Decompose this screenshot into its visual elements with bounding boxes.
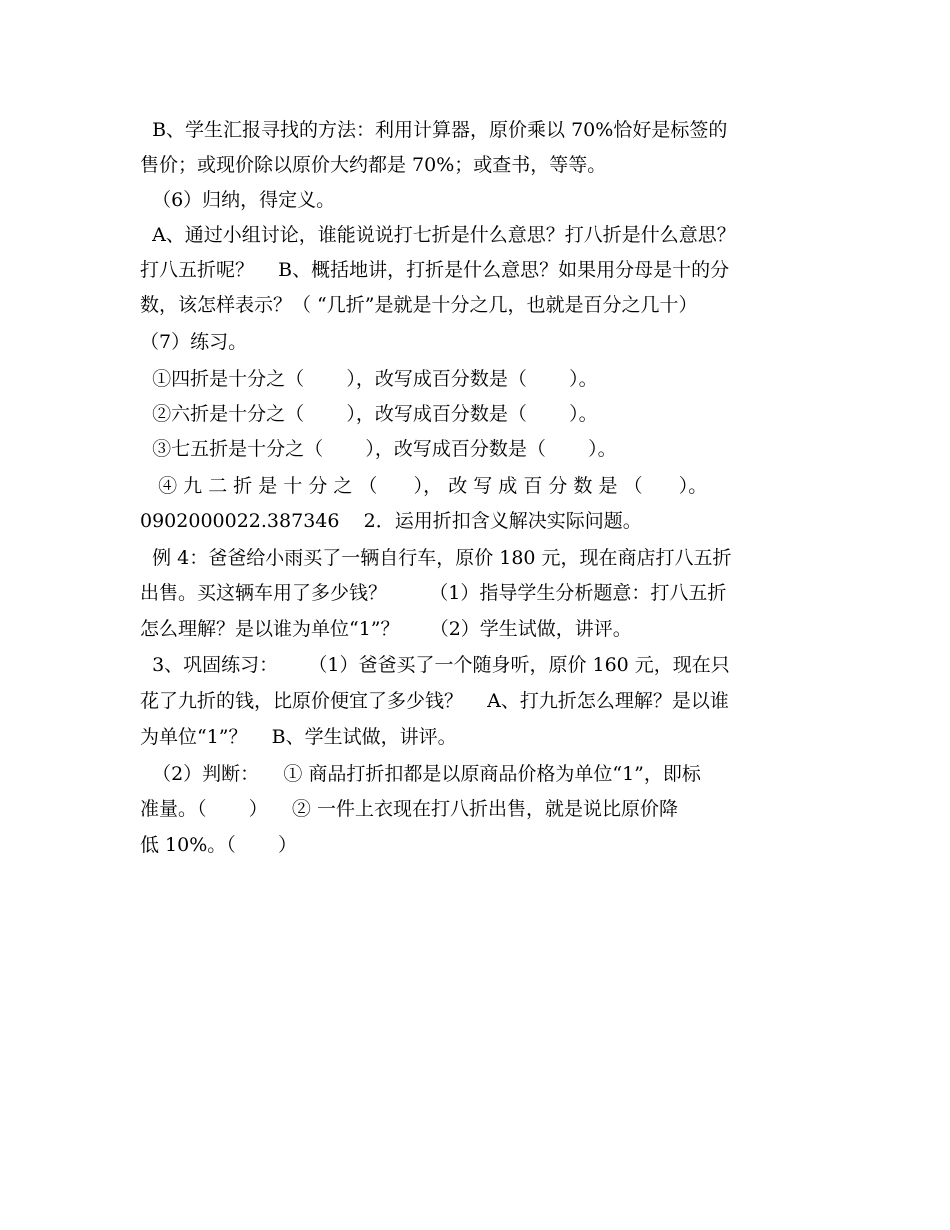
text-line: 售价；或现价除以原价大约都是 70%；或查书，等等。: [140, 154, 607, 176]
text-line: 怎么理解？是以谁为单位“1”？ （2）学生试做，讲评。: [140, 618, 632, 640]
text-line: （6）归纳，得定义。: [140, 189, 336, 211]
text-line: 准量。（ ） ② 一件上衣现在打八折出售，就是说比原价降: [140, 798, 678, 820]
text-line: 打八五折呢？ B、概括地讲，打折是什么意思？如果用分母是十的分: [140, 259, 730, 281]
text-line: ②六折是十分之（ ），改写成百分数是（ ）。: [140, 403, 598, 425]
text-line: 低 10%。（ ）: [140, 834, 298, 856]
text-line: 0902000022.387346 2．运用折扣含义解决实际问题。: [140, 510, 642, 532]
text-line: A、通过小组讨论，谁能说说打七折是什么意思？打八折是什么意思？: [140, 224, 736, 246]
text-line: （2）判断： ① 商品打折扣都是以原商品价格为单位“1”，即标: [140, 763, 701, 785]
text-line: （7）练习。: [140, 331, 248, 353]
text-line: 花了九折的钱，比原价便宜了多少钱？ A、打九折怎么理解？是以谁: [140, 690, 729, 712]
text-line: 出售。买这辆车用了多少钱？ （1）指导学生分析题意：打八五折: [140, 582, 727, 604]
text-line: ③七五折是十分之（ ），改写成百分数是（ ）。: [140, 438, 617, 460]
text-line: ④ 九 二 折 是 十 分 之 （ ）， 改 写 成 百 分 数 是 （ ）。: [140, 475, 708, 497]
text-line: 3、巩固练习： （1）爸爸买了一个随身听，原价 160 元，现在只: [140, 654, 730, 676]
text-line: 为单位“1”？ B、学生试做，讲评。: [140, 726, 457, 748]
text-line: B、学生汇报寻找的方法：利用计算器，原价乘以 70%恰好是标签的: [140, 119, 728, 141]
text-line: 数，该怎样表示？（ “几折”是就是十分之几，也就是百分之几十）: [140, 294, 698, 316]
text-line: 例 4：爸爸给小雨买了一辆自行车，原价 180 元，现在商店打八五折: [140, 547, 732, 569]
text-line: ①四折是十分之（ ），改写成百分数是（ ）。: [140, 368, 598, 390]
